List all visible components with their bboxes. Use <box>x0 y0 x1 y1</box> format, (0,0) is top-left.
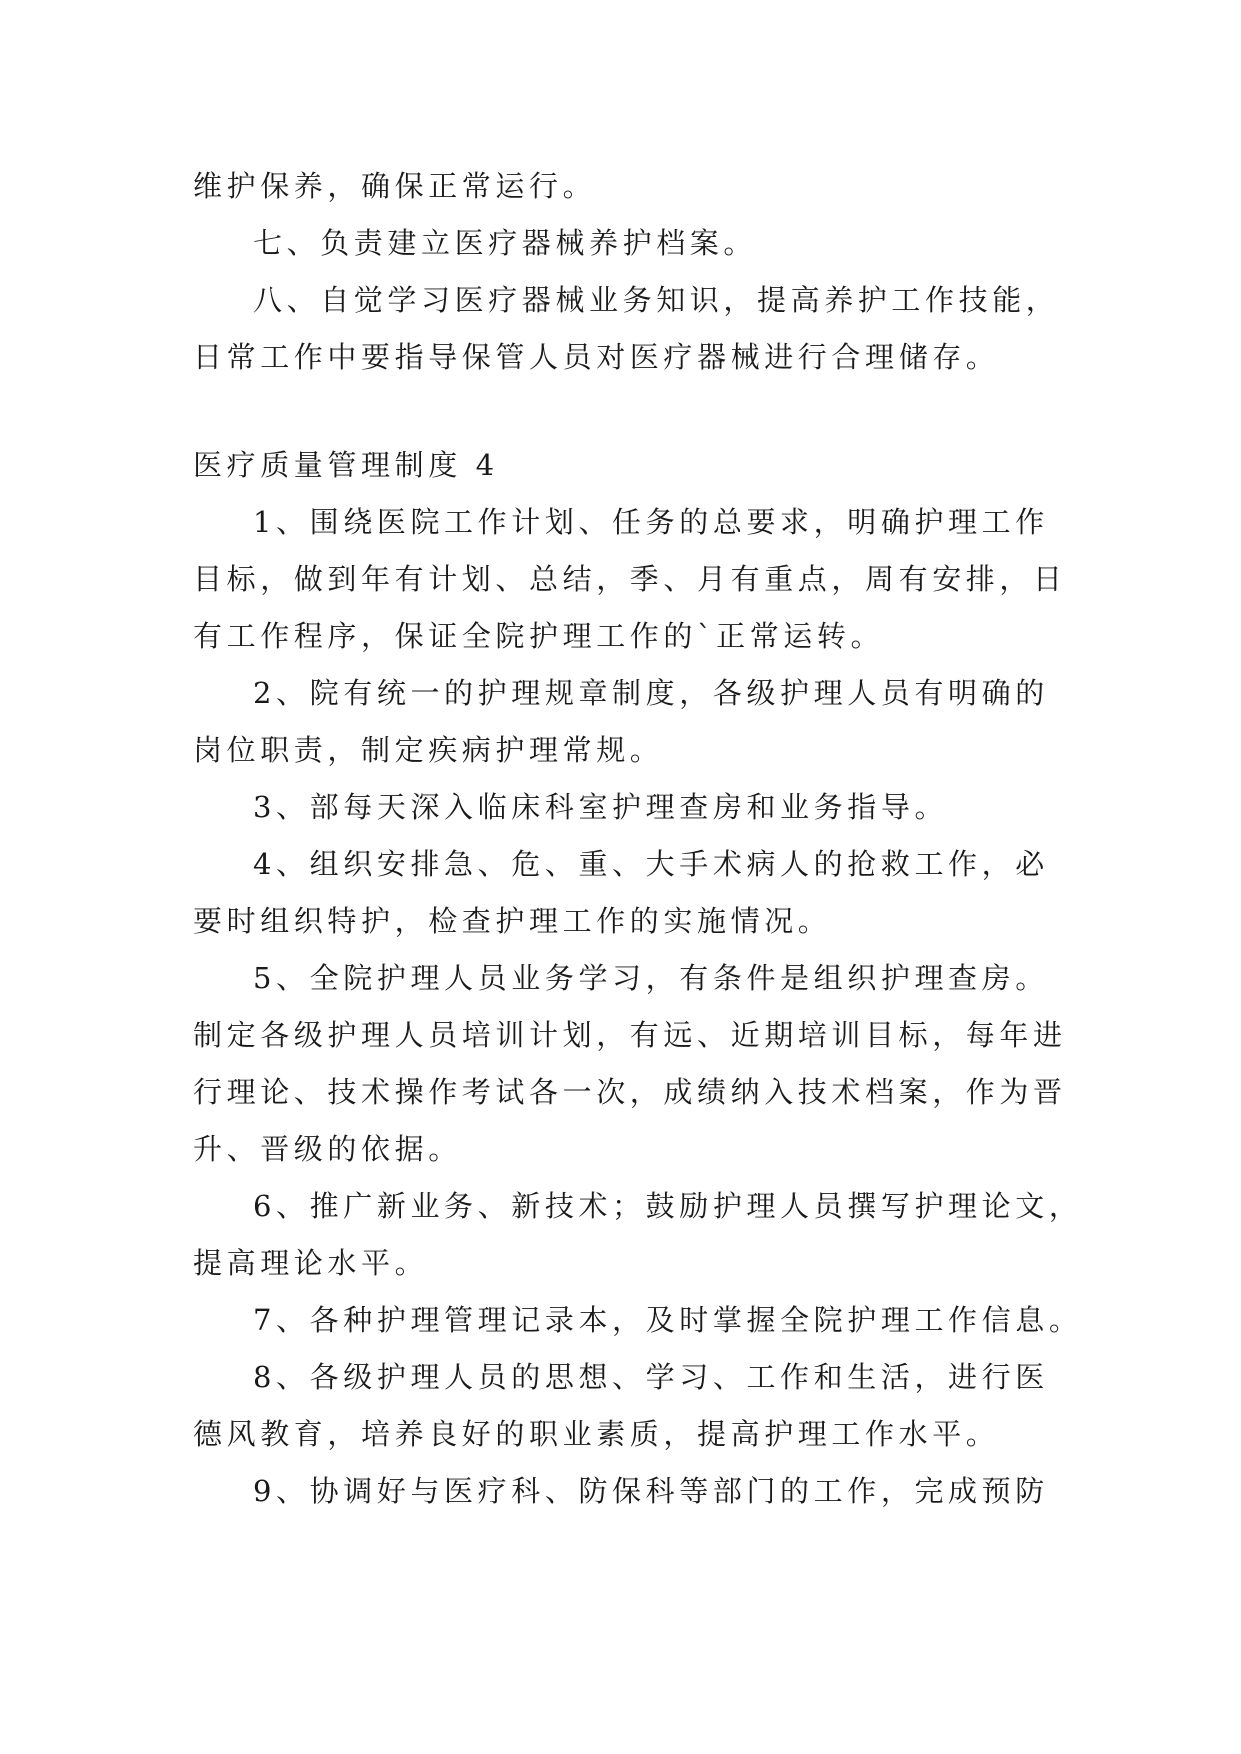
text-line: 八、自觉学习医疗器械业务知识，提高养护工作技能， <box>253 283 1060 317</box>
section-title: 医疗质量管理制度 4 <box>193 448 499 482</box>
text-line: 3、部每天深入临床科室护理查房和业务指导。 <box>253 790 949 824</box>
text-line: 行理论、技术操作考试各一次，成绩纳入技术档案，作为晋 <box>193 1075 1067 1109</box>
text-line: 2、院有统一的护理规章制度，各级护理人员有明确的 <box>253 676 1049 710</box>
text-line: 有工作程序，保证全院护理工作的`正常运转。 <box>193 619 885 653</box>
section-gap <box>193 386 1053 437</box>
text-line: 5、全院护理人员业务学习，有条件是组织护理查房。 <box>253 961 1049 995</box>
text-line: 七、负责建立医疗器械养护档案。 <box>253 226 758 260</box>
text-line: 7、各种护理管理记录本，及时掌握全院护理工作信息。 <box>253 1303 1083 1337</box>
text-line: 4、组织安排急、危、重、大手术病人的抢救工作，必 <box>253 847 1049 881</box>
text-line: 要时组织特护，检查护理工作的实施情况。 <box>193 904 832 938</box>
text-line: 日常工作中要指导保管人员对医疗器械进行合理储存。 <box>193 340 1000 374</box>
document-body <box>193 158 1083 1520</box>
text-line: 6、推广新业务、新技术；鼓励护理人员撰写护理论文， <box>253 1189 1083 1223</box>
text-line: 1、围绕医院工作计划、任务的总要求，明确护理工作 <box>253 505 1049 539</box>
text-line: 9、协调好与医疗科、防保科等部门的工作，完成预防 <box>253 1474 1049 1508</box>
text-line: 目标，做到年有计划、总结，季、月有重点，周有安排，日 <box>193 562 1067 596</box>
text-line: 制定各级护理人员培训计划，有远、近期培训目标，每年进 <box>193 1018 1067 1052</box>
text-line: 提高理论水平。 <box>193 1246 429 1280</box>
text-line: 德风教育，培养良好的职业素质，提高护理工作水平。 <box>193 1417 1000 1451</box>
text-line: 维护保养，确保正常运行。 <box>193 169 597 203</box>
text-line: 岗位职责，制定疾病护理常规。 <box>193 733 664 767</box>
text-line: 升、晋级的依据。 <box>193 1132 462 1166</box>
text-line: 8、各级护理人员的思想、学习、工作和生活，进行医 <box>253 1360 1049 1394</box>
